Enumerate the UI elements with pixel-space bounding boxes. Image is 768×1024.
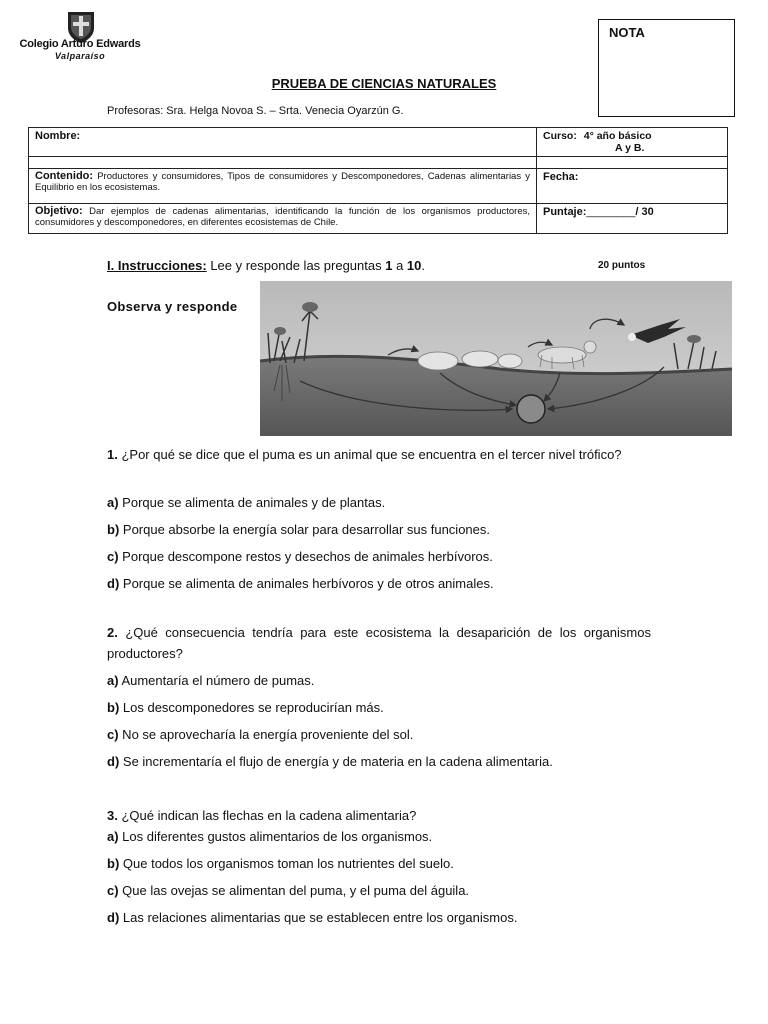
question-text: ¿Qué indican las flechas en la cadena alimentaria? xyxy=(117,808,417,823)
spacer-cell xyxy=(537,157,728,169)
option-2a[interactable] xyxy=(107,670,651,691)
instructions-label: I. Instrucciones: xyxy=(107,258,207,273)
school-name: Colegio Arturo Edwards xyxy=(19,38,141,50)
grade-box xyxy=(598,19,735,117)
page-title: PRUEBA DE CIENCIAS NATURALES xyxy=(271,76,497,91)
puntaje-total: / 30 xyxy=(635,206,654,218)
option-letter: b) xyxy=(107,700,120,715)
option-letter: b) xyxy=(107,522,120,537)
option-letter: c) xyxy=(107,727,119,742)
contenido-label: Contenido: xyxy=(35,170,94,182)
curso-value: 4° año básico xyxy=(583,130,652,142)
option-letter: c) xyxy=(107,883,119,898)
puntaje-label: Puntaje: xyxy=(543,206,587,218)
curso-cell xyxy=(537,128,728,157)
option-1b[interactable] xyxy=(107,519,651,540)
option-text: Los descomponedores se reproducirían más. xyxy=(119,700,384,715)
instructions-to: 10 xyxy=(406,258,422,273)
objetivo-label: Objetivo: xyxy=(35,205,83,217)
question-text: ¿Por qué se dice que el puma es un animal que se encuentra en el tercer nivel trófico? xyxy=(117,447,622,462)
option-1d[interactable] xyxy=(107,573,651,594)
option-3d[interactable] xyxy=(107,907,651,928)
option-1c[interactable] xyxy=(107,546,651,567)
option-3c[interactable] xyxy=(107,880,651,901)
contenido-cell xyxy=(29,169,537,204)
option-3b[interactable] xyxy=(107,853,651,874)
option-letter: c) xyxy=(107,549,119,564)
option-letter: b) xyxy=(107,856,120,871)
option-letter: d) xyxy=(107,910,120,925)
instructions-from: 1 xyxy=(385,258,393,273)
school-logo xyxy=(14,8,146,64)
instructions-text: Lee y responde las preguntas xyxy=(206,258,386,273)
option-text: Que todos los organismos toman los nutrientes del suelo. xyxy=(119,856,454,871)
student-info-table xyxy=(28,127,728,234)
question-number: 1. xyxy=(107,447,118,462)
curso-sections: A y B. xyxy=(615,142,645,154)
observe-label: Observa y responde xyxy=(107,299,238,314)
option-3a[interactable] xyxy=(107,826,651,847)
option-text: Porque se alimenta de animales herbívoros y de otros animales. xyxy=(119,576,494,591)
objetivo-cell xyxy=(29,204,537,234)
points-label: 20 puntos xyxy=(598,260,646,271)
option-text: Los diferentes gustos alimentarios de los organismos. xyxy=(118,829,433,844)
option-text: Porque se alimenta de animales y de plantas. xyxy=(118,495,386,510)
question-number: 3. xyxy=(107,808,118,823)
question-1 xyxy=(107,444,651,465)
option-2d[interactable] xyxy=(107,751,651,772)
option-letter: d) xyxy=(107,576,120,591)
option-2c[interactable] xyxy=(107,724,651,745)
instructions-text: . xyxy=(421,258,426,273)
option-text: Aumentaría el número de pumas. xyxy=(118,673,315,688)
teachers-line: Profesoras: Sra. Helga Novoa S. – Srta. Venecia Oyarzún G. xyxy=(107,105,404,117)
option-1a[interactable] xyxy=(107,492,651,513)
option-text: No se aprovecharía la energía proveniente del sol. xyxy=(118,727,414,742)
option-letter: a) xyxy=(107,829,119,844)
nombre-label: Nombre: xyxy=(35,130,81,142)
instructions-text: a xyxy=(392,258,407,273)
question-text: ¿Qué consecuencia tendría para este ecosistema la desaparición de los organismos productores? xyxy=(107,625,651,661)
objetivo-text: Dar ejemplos de cadenas alimentarias, identificando la función de los organismos productores, consumidores y descomponedores, en diferentes ecosistemas de Chile. xyxy=(35,206,530,228)
option-text: Porque absorbe la energía solar para desarrollar sus funciones. xyxy=(119,522,490,537)
contenido-text: Productores y consumidores, Tipos de consumidores y Descomponedores, Cadenas alimentarias y Equilibrio en los ecosistemas. xyxy=(35,171,530,193)
question-number: 2. xyxy=(107,625,118,640)
school-city: Valparaíso xyxy=(54,51,106,61)
food-chain-illustration xyxy=(260,281,732,436)
option-2b[interactable] xyxy=(107,697,651,718)
option-letter: a) xyxy=(107,495,119,510)
nombre-cell[interactable] xyxy=(29,128,537,157)
puntaje-cell xyxy=(537,204,728,234)
instructions-line xyxy=(107,258,425,273)
grade-label: NOTA xyxy=(609,25,645,40)
option-text: Que las ovejas se alimentan del puma, y el puma del águila. xyxy=(118,883,470,898)
option-letter: d) xyxy=(107,754,120,769)
question-2 xyxy=(107,622,651,664)
spacer-cell xyxy=(29,157,537,169)
option-text: Se incrementaría el flujo de energía y de materia en la cadena alimentaria. xyxy=(119,754,553,769)
fecha-label: Fecha: xyxy=(543,171,579,183)
puntaje-blank[interactable]: ________ xyxy=(586,206,636,218)
option-letter: a) xyxy=(107,673,119,688)
option-text: Porque descompone restos y desechos de animales herbívoros. xyxy=(118,549,493,564)
option-text: Las relaciones alimentarias que se establecen entre los organismos. xyxy=(119,910,518,925)
curso-label: Curso: xyxy=(543,130,577,142)
decomposer-icon xyxy=(517,395,545,423)
fecha-cell[interactable] xyxy=(537,169,728,204)
question-3 xyxy=(107,805,651,826)
